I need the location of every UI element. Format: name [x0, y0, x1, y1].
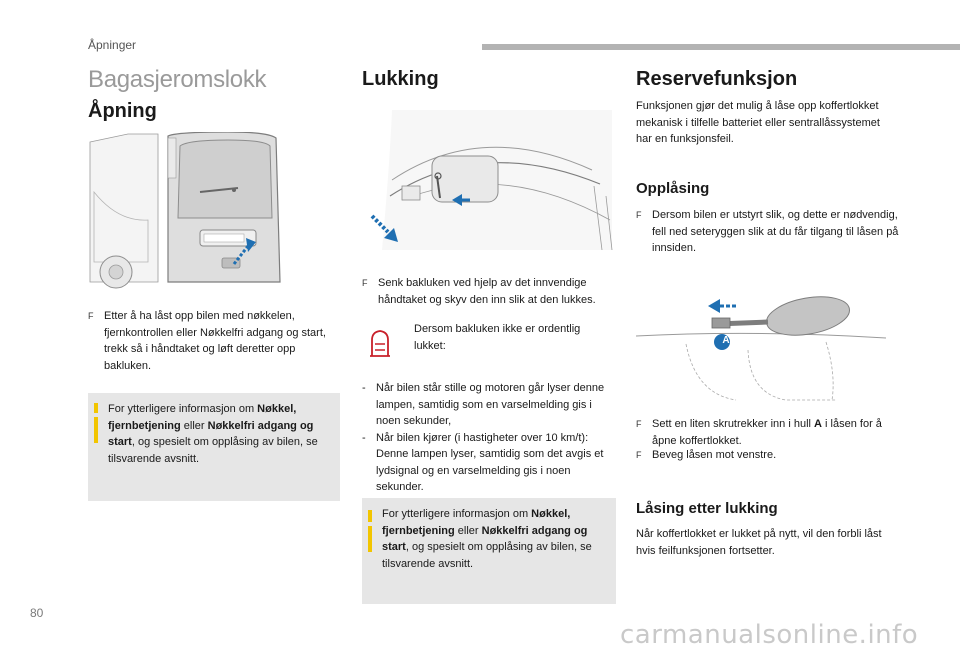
- bullet-insert-screwdriver: F Sett en liten skrutrekker inn i hull A i låsen for å åpne koffertlokket.: [636, 418, 882, 447]
- info-accent: [368, 526, 372, 552]
- heading-lukking: Lukking: [362, 68, 439, 90]
- heading-reservefunksjon: Reservefunksjon: [636, 68, 798, 90]
- tailgate-open-warning-icon: [368, 328, 392, 358]
- warning-text: Dersom bakluken ikke er ordentlig lukket:: [414, 323, 581, 352]
- dash-list: [362, 380, 616, 496]
- bullet-text: Senk bakluken ved hjelp av det innvendige håndtaket og skyv den inn slik at den lukkes.: [378, 277, 596, 306]
- info-accent: [94, 417, 98, 443]
- info-accent: [94, 403, 98, 413]
- bullet-open-tailgate: [88, 308, 342, 374]
- header-bar: [482, 44, 960, 50]
- bullet-text: Beveg låsen mot venstre.: [652, 449, 777, 461]
- page-number: 80: [30, 606, 44, 620]
- dash-item: - Når bilen kjører (i hastigheter over 10 km/t): Denne lampen lyser, samtidig som det avgis et lydsignal og en varselmelding gis i noen sekunder.: [362, 431, 604, 493]
- section-label: Åpninger: [88, 38, 137, 52]
- info-accent: [368, 510, 372, 522]
- lock-screwdriver-illustration: [636, 284, 886, 402]
- tailgate-interior-illustration: [362, 100, 618, 260]
- info-text: For ytterligere informasjon om Nøkkel, fjernbetjening eller Nøkkelfri adgang og start, og spesielt om opplåsing av bilen, se tilsvarende avsnitt.: [108, 403, 318, 465]
- bullet-fold-seat: [636, 207, 904, 257]
- bullet-text: Dersom bilen er utstyrt slik, og dette er nødvendig, fell ned seteryggen slik at du får tilgang til låsen på innsiden.: [652, 209, 899, 254]
- bullet-marker: F: [636, 210, 642, 220]
- page-title: Bagasjeromslokk: [88, 66, 267, 93]
- bullet-text: Etter å ha låst opp bilen med nøkkelen, fjernkontrollen eller Nøkkelfri adgang og start, trekk så i håndtaket og løft deretter opp bakluken.: [104, 310, 326, 372]
- van-rear-illustration: [88, 132, 284, 292]
- info-box-col2: [362, 498, 616, 604]
- bullet-close-tailgate: [362, 275, 628, 308]
- bullet-marker: F: [636, 450, 642, 460]
- bullet-marker: F: [636, 419, 642, 429]
- bullet-marker: F: [88, 311, 94, 321]
- watermark: carmanualsonline.info: [620, 620, 919, 650]
- locking-text: Når koffertlokket er lukket på nytt, vil den forbli låst hvis feilfunksjonen fortsetter.: [636, 528, 882, 557]
- bullet-move-lock: [636, 447, 904, 464]
- heading-opplasing: Opplåsing: [636, 180, 710, 197]
- info-text: For ytterligere informasjon om Nøkkel, fjernbetjening eller Nøkkelfri adgang og start, og spesielt om opplåsing av bilen, se tilsvarende avsnitt.: [382, 508, 592, 570]
- info-box-col1: [88, 393, 340, 501]
- intro-text: Funksjonen gjør det mulig å låse opp koffertlokket mekanisk i tilfelle batteriet eller sentrallåssystemet har en funksjonsfeil.: [636, 100, 880, 145]
- dash-item: - Når bilen står stille og motoren går lyser denne lampen, samtidig som en varselmelding gis i noen sekunder,: [362, 382, 605, 427]
- heading-apning: Åpning: [88, 100, 157, 122]
- hole-a-label: A: [722, 335, 730, 346]
- bullet-marker: F: [362, 278, 368, 288]
- heading-lasing-etter-lukking: Låsing etter lukking: [636, 500, 778, 517]
